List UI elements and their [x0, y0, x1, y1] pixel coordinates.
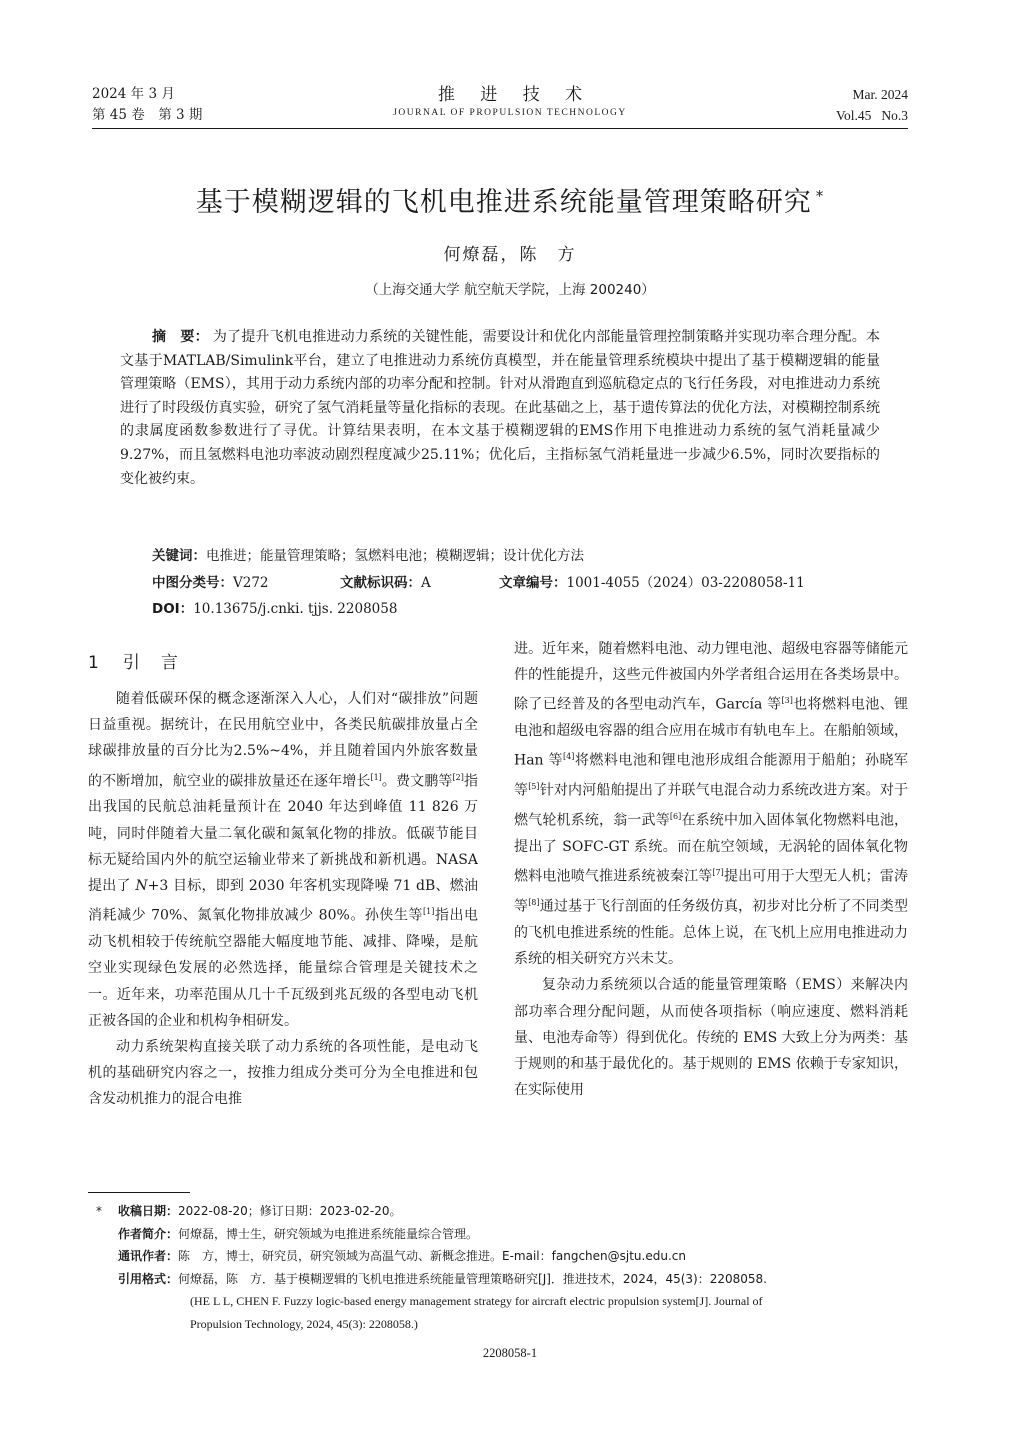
paragraph: 随着低碳环保的概念逐渐深入人心，人们对“碳排放”问题日益重视。据统计，在民用航空业中，各类民航碳排放量占全球碳排放量的百分比为2.5%~4%，并且随着国内外旅客数量的不断增加，航空业的碳排放量还在逐年增长[1]。费文鹏等[2]指出我国的民航总油耗量预计在 2040 年达到峰值 11 826 万吨，同时伴随着大量二氧化碳和氮氧化物的排放。低碳节能目标无疑给国内外的航空运输业带来了新挑战和新机遇。NASA 提出了 N+3 目标，即到 2030 年客机实现降噪 71 dB、燃油消耗减少 70%、氮氧化物排放减少 80%。孙侠生等[1]指出电动飞机相较于传统航空器能大幅度地节能、减排、降噪，是航空业实现绿色发展的必然选择，能量综合管理是关键技术之一。近年来，功率范围从几十千瓦级到兆瓦级的各型电动飞机正被各国的企业和机构争相研发。: [88, 691, 479, 1029]
corresponding-author: 陈 方，博士，研究员，研究领域为高温气动、新概念推进。E-mail：fangchen@sjtu.edu.cn: [178, 1249, 686, 1264]
classification-row: [152, 571, 872, 593]
author-bio: 何燎磊，博士生，研究领域为电推进系统能量综合管理。: [178, 1226, 479, 1241]
clc-value: V272: [233, 575, 269, 591]
article-no-value: 1001-4055（2024）03-2208058-11: [566, 575, 805, 591]
citation[interactable]: [5]: [528, 782, 540, 792]
clc-label: 中图分类号：: [152, 575, 233, 591]
footnote-rule: [88, 1192, 190, 1193]
keywords-text: 电推进；能量管理策略；氢燃料电池；模糊逻辑；设计优化方法: [206, 548, 584, 564]
body-column-left: [88, 686, 478, 1113]
received-dates: 2022-08-20；修订日期：2023-02-20。: [178, 1204, 402, 1218]
citation-format-en-1: (HE L L, CHEN F. Fuzzy logic-based energy management strategy for aircraft electric propulsion system[J]. Journal of: [190, 1294, 763, 1309]
bio-label: 作者简介：: [118, 1226, 179, 1241]
citation-format-en-2: Propulsion Technology, 2024, 45(3): 2208058.): [190, 1316, 418, 1331]
citation[interactable]: [1]: [423, 907, 435, 917]
header-right: [836, 84, 908, 126]
journal-name-zh: 推 进 技 术: [437, 85, 593, 105]
citation[interactable]: [1]: [370, 772, 382, 782]
issue-volume-en: Vol.45: [835, 108, 872, 123]
footnotes: [96, 1200, 896, 1336]
received-label: 收稿日期：: [118, 1204, 179, 1218]
issue-volume-zh: 第 45 卷 第 3 期: [92, 107, 203, 123]
author-list: 何燎磊，陈 方: [443, 245, 577, 265]
paragraph: 复杂动力系统须以合适的能量管理策略（EMS）来解决内部功率合理分配问题，从而使各项指标（响应速度、燃料消耗量、电池寿命等）得到优化。传统的 EMS 大致上分为两类：基于规则的和基于最优化的。基于规则的 EMS 依赖于专家知识，在实际使用: [514, 977, 908, 1099]
keywords-label: 关键词：: [152, 548, 206, 564]
title-footnote-mark: *: [815, 187, 825, 205]
affiliation: （上海交通大学 航空航天学院，上海 200240）: [365, 282, 655, 298]
journal-name-en: JOURNAL OF PROPULSION TECHNOLOGY: [393, 108, 627, 118]
keywords: [152, 544, 584, 564]
page-number: 2208058-1: [482, 1346, 538, 1360]
article-title: [0, 180, 1020, 219]
section-title: 引 言: [122, 653, 180, 673]
abstract: [120, 326, 880, 491]
citation[interactable]: [7]: [712, 868, 724, 878]
corr-label: 通讯作者：: [118, 1249, 179, 1264]
issue-number-en: No.3: [881, 108, 908, 123]
abstract-text: 为了提升飞机电推进动力系统的关键性能，需要设计和优化内部能量管理控制策略并实现功率合理分配。本文基于MATLAB/Simulink平台，建立了电推进动力系统仿真模型，并在能量管理系统模块中提出了基于模糊逻辑的能量管理策略（EMS），其用于动力系统内部的功率分配和控制。针对从滑跑直到巡航稳定点的飞行任务段，对电推进动力系统进行了时段级仿真实验，研究了氢气消耗量等量化指标的表现。在此基础之上，基于遗传算法的优化方法，对模糊控制系统的隶属度函数参数进行了寻优。计算结果表明，在本文基于模糊逻辑的EMS作用下电推进动力系统的氢气消耗量减少9.27%，而且氢燃料电池功率波动剧烈程度减少25.11%；优化后，主指标氢气消耗量进一步减少6.5%，同时次要指标的变化被约束。: [120, 329, 881, 487]
doi-link[interactable]: 10.13675/j.cnki. tjjs. 2208058: [193, 601, 398, 617]
abstract-label: 摘 要：: [152, 329, 209, 345]
citation[interactable]: [6]: [669, 812, 682, 822]
article-title-text: 基于模糊逻辑的飞机电推进系统能量管理策略研究: [195, 187, 812, 218]
citation[interactable]: [2]: [452, 772, 464, 782]
section-number: 1: [88, 653, 101, 673]
citation-format-zh: 何燎磊，陈 方．基于模糊逻辑的飞机电推进系统能量管理策略研究[J]．推进技术，2024，45(3)：2208058.: [178, 1271, 767, 1286]
body-column-right: [514, 636, 908, 1103]
issue-date-en: Mar. 2024: [852, 87, 908, 102]
doi-label: DOI：: [152, 601, 194, 617]
cite-label: 引用格式：: [118, 1271, 179, 1286]
doc-code-label: 文献标识码：: [340, 575, 421, 591]
doc-code-value: A: [421, 575, 431, 591]
footnote-mark: *: [96, 1204, 102, 1218]
section-heading: [88, 648, 180, 673]
citation[interactable]: [4]: [563, 752, 575, 762]
header-rule: [92, 128, 908, 129]
citation[interactable]: [3]: [781, 696, 793, 706]
issue-date-zh: 2024 年 3 月: [92, 86, 175, 102]
doi: [152, 597, 397, 617]
paragraph: 进。近年来，随着燃料电池、动力锂电池、超级电容器等储能元件的性能提升，这些元件被国内外学者组合运用在各类场景中。除了已经普及的各型电动汽车，García 等[3]也将燃料电池、锂电池和超级电容器的组合应用在城市有轨电车上。在船舶领域，Han 等[4]将燃料电池和锂电池形成组合能源用于船舶；孙晓军等[5]针对内河船舶提出了并联气电混合动力系统改进方案。对于燃气轮机系统，翁一武等[6]在系统中加入固体氧化物燃料电池，提出了 SOFC-GT 系统。而在航空领域，无涡轮的固体氧化物燃料电池喷气推进系统被秦江等[7]提出可用于大型无人机；雷涛等[8]通过基于飞行剖面的任务级仿真，初步对比分析了不同类型的飞机电推进系统的性能。总体上说，在飞机上应用电推进动力系统的相关研究方兴未艾。: [514, 641, 909, 968]
paragraph: 动力系统架构直接关联了动力系统的各项性能，是电动飞机的基础研究内容之一，按推力组成分类可分为全电推进和包含发动机推力的混合电推: [88, 1038, 478, 1108]
article-no-label: 文章编号：: [499, 575, 567, 591]
citation[interactable]: [8]: [528, 898, 540, 908]
